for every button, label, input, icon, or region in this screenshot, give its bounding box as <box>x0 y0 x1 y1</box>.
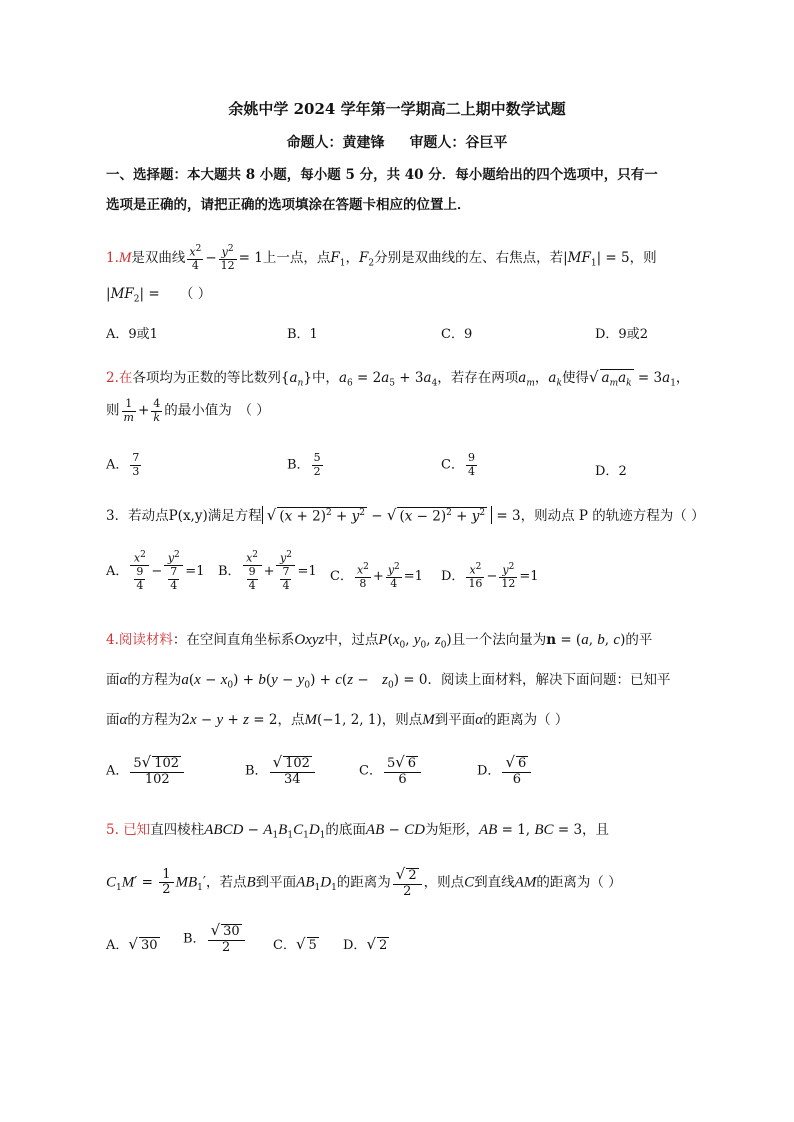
q2-frac-1: $\frac{1}{m}$ <box>123 397 134 424</box>
q1-var-m: M <box>118 249 132 266</box>
question-2-line-1: 2.在各项均为正数的等比数列$\{a_n\}$中，$a_6 = 2a_5 + 3a_4$，若存在两项$a_m$，$a_k$使得√ $a_ma_k = 3a_1$， <box>106 368 690 389</box>
question-5-line-1: 5. 已知直四棱柱ABCD − $A_1B_1C_1D_1$的底面AB − CD为矩形，AB = 1, BC = 3，且 <box>106 822 610 841</box>
question-2-line-2: 则 $\frac{1}{m}$ + $\frac{4}{k}$ 的最小值为 （ ） <box>106 397 270 424</box>
q5-option-d-label: D． <box>343 938 367 953</box>
q3-option-d[interactable]: D． $\frac{x^2}{16}$ − $\frac{y^2}{12}$ =1 <box>441 562 539 591</box>
q2-option-a-value: $\frac{7}{3}$ <box>132 451 140 478</box>
q4-text-11: ，则点 <box>381 712 423 728</box>
q3-option-d-label: D． <box>441 568 465 584</box>
q1-option-b[interactable]: B．1 <box>287 327 318 342</box>
setter-label: 命题人：黄建锋 <box>286 135 385 151</box>
q4-option-b-value: $\frac{√ 102}{34}$ <box>270 754 315 788</box>
q5-text-2: 的底面 <box>325 822 366 838</box>
q4-text-3: 且一个法向量为 <box>451 632 547 648</box>
q4-option-c-value: $\frac{5√ 6}{6}$ <box>384 754 421 788</box>
q2-option-b-label: B． <box>287 457 310 473</box>
q1-option-d[interactable]: D．9或2 <box>595 327 648 342</box>
q4-option-c[interactable] <box>359 754 423 788</box>
q2-text-3: ，若存在两项 <box>437 370 519 386</box>
q5-text-10: 的距离为（ ） <box>536 874 622 891</box>
question-1-line-2: $|MF_2|$ = （ ） <box>106 286 212 305</box>
q5-text-1: 直四棱柱 <box>150 822 205 838</box>
q1-frac-y: $\frac{y^2}{12}$ <box>220 244 235 273</box>
q5-text-6: 到平面 <box>255 874 297 891</box>
q3-d-frac-x: $\frac{x^2}{16}$ <box>468 562 483 591</box>
q2-option-a-label: A． <box>106 457 129 473</box>
q4-text-1: ：在空间直角坐标系 <box>172 632 295 648</box>
section-line-2: 选项是正确的，请把正确的选项填涂在答题卡相应的位置上． <box>106 197 471 213</box>
q4-text-8: 面 <box>106 712 120 728</box>
q3-d-frac-y: $\frac{y^2}{12}$ <box>501 562 516 591</box>
q4-text-5: 面 <box>106 672 120 688</box>
q3-a-frac-x: $\frac{x^2}{\frac{9}{4}}$ <box>130 550 149 593</box>
q5-text-3: 为矩形， <box>424 822 479 838</box>
question-1-line-1: 1.M是双曲线 $\frac{x^2}{4}$ − $\frac{y^2}{12}$ = 1上一点，点$F_1$，$F_2$分别是双曲线的左、右焦点，若$|MF_1| = 5$，则 <box>106 244 657 273</box>
page-title: 余姚中学 2024 学年第一学期高二上期中数学试题 <box>228 100 566 118</box>
q2-option-c[interactable] <box>441 452 479 478</box>
q5-lead: 已知 <box>123 822 151 838</box>
q1-frac-x: $\frac{x^2}{4}$ <box>189 244 202 273</box>
q2-text-1: 各项均为正数的等比数列 <box>132 370 281 386</box>
q2-text-0: 在 <box>118 370 133 386</box>
q4-option-d-label: D． <box>477 763 501 779</box>
q4-text-9: 的方程为 <box>127 712 182 728</box>
reviewer-label: 审题人：谷巨平 <box>409 135 508 151</box>
q2-text-7: 的最小值为 （ ） <box>164 402 270 419</box>
question-4-line-3: 面α的方程为2x − y + z = 2，点M(−1, 2, 1)，则点M到平面α的距离为（ ） <box>106 712 569 728</box>
q4-option-b[interactable] <box>245 754 317 788</box>
section-line-1: 一、选择题：本大题共 8 小题，每小题 5 分，共 40 分．每小题给出的四个选项中，只有一 <box>106 167 658 183</box>
q3-a-frac-y: $\frac{y^2}{\frac{7}{4}}$ <box>164 550 183 593</box>
q2-option-a[interactable] <box>106 452 143 478</box>
q4-lead: 阅读材料 <box>118 632 173 648</box>
q3-option-b-label: B． <box>218 563 241 579</box>
q2-frac-2: $\frac{4}{k}$ <box>153 397 161 424</box>
q2-option-b-value: $\frac{5}{2}$ <box>313 451 321 478</box>
q1-text-5: （ ） <box>186 286 212 302</box>
q1-text-3: 分别是双曲线的左、右焦点，若 <box>374 249 564 266</box>
q2-text-5: ， <box>675 370 690 386</box>
q3-option-c[interactable]: C． $\frac{x^2}{8}$ + $\frac{y^2}{4}$ =1 <box>330 562 423 591</box>
q3-option-b[interactable]: B． $\frac{x^2}{\frac{9}{4}}$ + $\frac{y^2}{\frac{7}{4}}$ =1 <box>218 550 317 592</box>
q3-option-a-label: A． <box>106 563 129 579</box>
q3-option-a[interactable]: A． $\frac{x^2}{\frac{9}{4}}$ − $\frac{y^2}{\frac{7}{4}}$ =1 <box>106 550 205 592</box>
q4-text-13: 的距离为（ ） <box>483 712 569 728</box>
q4-option-d[interactable] <box>477 754 533 788</box>
q5-text-9: 到直线 <box>474 874 515 891</box>
q2-option-b[interactable] <box>287 452 325 478</box>
q5-option-b[interactable] <box>183 922 247 956</box>
q1-option-a[interactable]: A．9或1 <box>106 327 158 342</box>
question-4-line-1: 4.阅读材料：在空间直角坐标系Oxyz中，过点$P(x_0$, $y_0$, $z_0$)且一个法向量为n = (a, b, c)的平 <box>106 632 653 651</box>
q3-text-1: 若动点P(x,y)满足方程 <box>128 508 262 524</box>
q3-abs-expression: √ $(x + 2)^2 + y^2$ − √ $(x - 2)^2 + y^2$ <box>262 506 492 524</box>
q3-c-frac-x: $\frac{x^2}{8}$ <box>356 562 369 591</box>
question-2-number: 2. <box>106 370 119 386</box>
q4-option-c-label: C． <box>359 763 382 779</box>
question-1-number: 1. <box>106 249 119 266</box>
q5-text-7: 的距离为 <box>336 874 391 891</box>
q5-option-b-label: B． <box>183 931 206 947</box>
q5-option-b-value: $\frac{√ 30}{2}$ <box>208 922 245 956</box>
q4-option-a[interactable] <box>106 754 186 788</box>
q4-text-6: 的方程为 <box>127 672 182 688</box>
q2-text-2: 中， <box>311 370 339 386</box>
q5-option-a-label: A． <box>106 938 129 953</box>
q5-option-c-label: C． <box>273 938 296 953</box>
q3-b-frac-y: $\frac{y^2}{\frac{7}{4}}$ <box>276 550 295 593</box>
q5-frac-half: $\frac{1}{2}$ <box>159 868 173 899</box>
q4-option-b-label: B． <box>245 763 268 779</box>
q2-option-c-value: $\frac{9}{4}$ <box>467 451 475 478</box>
q5-option-a[interactable]: A．√ 30 <box>106 935 158 953</box>
section-heading <box>106 160 691 220</box>
q2-text-6: 则 <box>106 402 120 419</box>
q5-frac-root2: $\frac{√ 2}{2}$ <box>393 866 422 900</box>
q4-option-a-label: A． <box>106 763 129 779</box>
q2-option-d-value: 2 <box>618 464 627 479</box>
q4-option-a-value: $\frac{5√ 102}{102}$ <box>130 754 184 788</box>
question-4-number: 4. <box>106 632 119 648</box>
q1-text-4: ，则 <box>629 249 657 266</box>
q4-text-10: ，点 <box>277 712 305 728</box>
question-3-number: 3． <box>106 508 129 524</box>
q3-c-frac-y: $\frac{y^2}{4}$ <box>387 562 400 591</box>
q2-option-c-label: C． <box>441 457 464 473</box>
q3-text-2: ，则动点 P 的轨迹方程为（ ） <box>520 508 705 524</box>
q5-text-4: ，且 <box>582 822 610 838</box>
q2-option-d[interactable] <box>595 460 627 479</box>
q4-text-7: ．阅读上面材料，解决下面问题：已知平 <box>427 672 671 688</box>
q3-option-c-label: C． <box>330 568 353 584</box>
q4-text-2: 中，过点 <box>324 632 379 648</box>
q1-text-1: 是双曲线 <box>131 249 186 266</box>
q5-option-d[interactable]: D．√ 2 <box>343 935 388 953</box>
q4-text-4: 的平 <box>625 632 653 648</box>
q5-text-8: ，则点 <box>423 874 465 891</box>
q4-text-12: 到平面 <box>434 712 476 728</box>
q2-option-d-label: D． <box>595 464 619 479</box>
q4-option-d-value: $\frac{√ 6}{6}$ <box>502 754 531 788</box>
question-3-line-1: 3．若动点P(x,y)满足方程 √ $(x + 2)^2 + y^2$ − √ $(x - 2)^2 + y^2 = 3$，则动点 P 的轨迹方程为（ ） <box>106 506 705 524</box>
q1-option-c[interactable]: C．9 <box>441 327 473 342</box>
question-4-line-2: 面α的方程为$a(x - x_0) + b(y - y_0) + c(z$ − $z_0) = 0$．阅读上面材料，解决下面问题：已知平 <box>106 672 671 691</box>
q1-text-2: 上一点，点 <box>262 249 331 266</box>
question-5-number: 5. <box>106 822 119 838</box>
q5-text-5: ，若点 <box>205 874 247 891</box>
question-5-line-2: $C_1M'$ = $\frac{1}{2}$ $MB_1'$，若点B到平面$AB_1D_1$的距离为 $\frac{√ 2}{2}$ ，则点C到直线AM的距离为（ ） <box>106 865 622 899</box>
author-line <box>0 132 794 152</box>
q2-text-4: 使得 <box>561 370 589 386</box>
q3-b-frac-x: $\frac{x^2}{\frac{9}{4}}$ <box>243 550 262 593</box>
q5-option-c[interactable]: C．√ 5 <box>273 935 317 953</box>
